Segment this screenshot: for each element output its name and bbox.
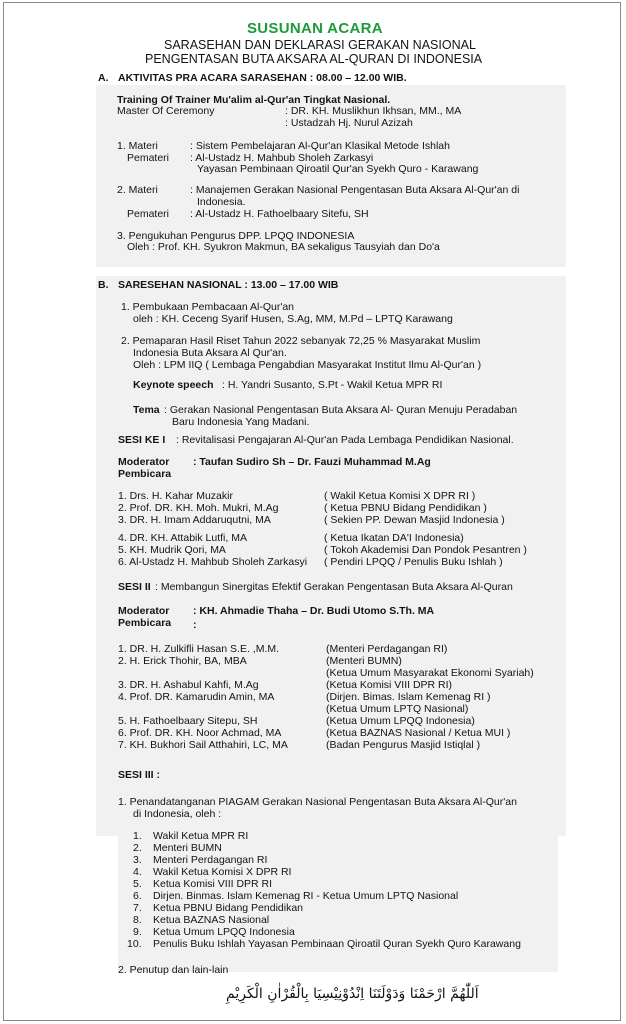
signer-7-num: 7. [133,902,142,914]
a-item-2-materi: : Manajemen Gerakan Nasional Pengentasan Buta Aksara Al-Qur'an di [190,184,520,196]
keynote-label: Keynote speech [133,379,214,391]
section-a-letter: A. [98,72,109,84]
speaker-2-4-role-2: (Ketua Umum LPTQ Nasional) [326,703,469,715]
signer-10: Penulis Buku Ishlah Yayasan Pembinaan Qiroatil Quran Syekh Quro Karawang [153,938,521,950]
sesi-2-title: : Membangun Sinergitas Efektif Gerakan Pengentasan Buta Aksara Al-Quran [155,581,513,593]
sesi-2-label: SESI II [118,581,151,593]
signer-10-num: 10. [127,938,142,950]
signer-6-num: 6. [133,890,142,902]
speaker-1-1-role: ( Wakil Ketua Komisi X DPR RI ) [324,490,476,502]
b-pemaparan-2: Indonesia Buta Aksara Al Qur'an. [133,347,287,359]
signer-3: Menteri Perdagangan RI [153,854,268,866]
mc-name-1: : DR. KH. Muslikhun Ikhsan, MM., MA [285,105,462,117]
a-item-1-materi: : Sistem Pembelajaran Al-Qur'an Klasikal Metode Ishlah [190,140,450,152]
speaker-1-2-role: ( Ketua PBNU Bidang Pendidikan ) [324,502,487,514]
speaker-2-2-name: 2. H. Erick Thohir, BA, MBA [118,655,247,667]
pembicara-1-label: Pembicara [118,468,172,480]
b-pembukaan-oleh: oleh : KH. Ceceng Syarif Husen, S.Ag, MM, M.Pd – LPTQ Karawang [133,313,453,325]
b-pemaparan-oleh: Oleh : LPM IIQ ( Lembaga Pengabdian Masyarakat Institut Ilmu Al-Qur'an ) [133,359,482,371]
keynote-speaker: : H. Yandri Susanto, S.Pt - Wakil Ketua MPR RI [222,379,443,391]
mc-label: Master Of Ceremony [117,105,215,117]
a-item-2-pemateri: : Al-Ustadz H. Fathoelbaary Sitefu, SH [190,208,369,220]
a-item-3: 3. Pengukuhan Pengurus DPP. LPQQ INDONESIA [117,230,355,242]
speaker-2-6-role: (Ketua BAZNAS Nasional / Ketua MUI ) [326,727,511,739]
moderator-2-names: : KH. Ahmadie Thaha – Dr. Budi Utomo S.Th. MA [193,605,435,617]
speaker-2-5-role: (Ketua Umum LPQQ Indonesia) [326,715,475,727]
signer-5-num: 5. [133,878,142,890]
signer-8: Ketua BAZNAS Nasional [153,914,270,926]
speaker-1-4-name: 4. DR. KH. Attabik Lutfi, MA [118,532,247,544]
signer-9: Ketua Umum LPQQ Indonesia [153,926,295,938]
speaker-2-5-name: 5. H. Fathoelbaary Sitepu, SH [118,715,258,727]
speaker-1-6-name: 6. Al-Ustadz H. Mahbub Sholeh Zarkasyi [118,556,308,568]
arabic-prayer: اَللّٰهُمَّ ارْحَمْنَا وَدَوْلَتَنَا اِنْدُوْنِيْسِيَا بِالْقُرْاٰنِ الْكَرِيْمِ [226,986,479,1002]
b-pemaparan: 2. Pemaparan Hasil Riset Tahun 2022 sebanyak 72,25 % Masyarakat Muslim [121,335,481,347]
signer-7: Ketua PBNU Bidang Pendidikan [153,902,304,914]
tema-label: Tema [133,404,160,416]
moderator-1-label: Moderator [118,456,170,468]
tema-text-2: Baru Indonesia Yang Madani. [172,416,310,428]
signer-8-num: 8. [133,914,142,926]
signer-6: Dirjen. Binmas. Islam Kemenag RI - Ketua Umum LPTQ Nasional [153,890,459,902]
speaker-1-5-name: 5. KH. Mudrik Qori, MA [118,544,226,556]
speaker-2-4-role: (Dirjen. Bimas. Islam Kemenag RI ) [326,691,491,703]
speaker-2-7-role: (Badan Pengurus Masjid Istiqlal ) [326,739,481,751]
speaker-1-5-role: ( Tokoh Akademisi Dan Pondok Pesantren ) [324,544,527,556]
mc-name-2: : Ustadzah Hj. Nurul Azizah [285,117,413,129]
speaker-1-3-name: 3. DR. H. Imam Addaruqutni, MA [118,514,271,526]
speaker-1-4-role: ( Ketua Ikatan DA'I Indonesia) [324,532,464,544]
signer-2-num: 2. [133,842,142,854]
section-b-heading: SARESEHAN NASIONAL : 13.00 – 17.00 WIB [118,279,339,291]
closing-item: 2. Penutup dan lain-lain [118,964,229,976]
speaker-1-3-role: ( Sekien PP. Dewan Masjid Indonesia ) [324,514,505,526]
speaker-1-6-role: ( Pendiri LPQQ / Penulis Buku Ishlah ) [324,556,503,568]
pembicara-2-colon: : [193,619,197,631]
signer-1: Wakil Ketua MPR RI [153,830,249,842]
speaker-2-2-role: (Menteri BUMN) [326,655,402,667]
sesi-1-label: SESI KE I [118,434,166,446]
speaker-2-2-role-2: (Ketua Umum Masyarakat Ekonomi Syariah) [326,667,534,679]
b-pembukaan: 1. Pembukaan Pembacaan Al-Qur'an [121,301,295,313]
piagam-line-1: 1. Penandatanganan PIAGAM Gerakan Nasional Pengentasan Buta Aksara Al-Qur'an [118,796,517,808]
header-line-2: PENGENTASAN BUTA AKSARA AL-QURAN DI INDONESIA [145,52,483,66]
speaker-2-3-role: (Ketua Komisi VIII DPR RI) [326,679,453,691]
speaker-2-1-role: (Menteri Perdagangan RI) [326,643,448,655]
a-item-2-pemateri-label: Pemateri [127,208,170,220]
a-item-1-pemateri-label: Pemateri [127,152,170,164]
section-a-heading: AKTIVITAS PRA ACARA SARASEHAN : 08.00 – 12.00 WIB. [118,72,407,84]
a-item-2-materi-2: Indonesia. [197,196,246,208]
speaker-2-7-name: 7. KH. Bukhori Sail Atthahiri, LC, MA [118,739,288,751]
tema-text-1: : Gerakan Nasional Pengentasan Buta Aksara Al- Quran Menuju Peradaban [164,404,518,416]
pembicara-2-label: Pembicara [118,617,172,629]
section-b-letter: B. [98,279,109,291]
speaker-2-4-name: 4. Prof. DR. Kamarudin Amin, MA [118,691,275,703]
signer-4: Wakil Ketua Komisi X DPR RI [153,866,292,878]
signer-3-num: 3. [133,854,142,866]
speaker-1-1-name: 1. Drs. H. Kahar Muzakir [118,490,233,502]
sesi-1-title: : Revitalisasi Pengajaran Al-Qur'an Pada Lembaga Pendidikan Nasional. [176,434,514,446]
speaker-2-3-name: 3. DR. H. Ashabul Kahfi, M.Ag [118,679,259,691]
moderator-2-label: Moderator [118,605,170,617]
a-item-3-oleh: Oleh : Prof. KH. Syukron Makmun, BA sekaligus Tausyiah dan Do'a [127,241,440,253]
a-item-2-num: 2. Materi [117,184,158,196]
a-item-1-pemateri-2: Yayasan Pembinaan Qiroatil Qur'an Syekh Quro - Karawang [197,163,479,175]
a-item-1-num: 1. Materi [117,140,158,152]
sesi-3-label: SESI III : [118,769,161,781]
speaker-2-6-name: 6. Prof. DR. KH. Noor Achmad, MA [118,727,282,739]
signer-4-num: 4. [133,866,142,878]
piagam-line-2: di Indonesia, oleh : [133,808,222,820]
signer-5: Ketua Komisi VIII DPR RI [153,878,273,890]
a-item-1-pemateri: : Al-Ustadz H. Mahbub Sholeh Zarkasyi [190,152,374,164]
speaker-2-1-name: 1. DR. H. Zulkifli Hasan S.E. ,M.M. [118,643,280,655]
signer-1-num: 1. [133,830,142,842]
speaker-1-2-name: 2. Prof. DR. KH. Moh. Mukri, M.Ag [118,502,279,514]
header-line-1: SARASEHAN DAN DEKLARASI GERAKAN NASIONAL [164,38,476,52]
training-title: Training Of Trainer Mu'alim al-Qur'an Tingkat Nasional. [117,94,391,106]
signer-2: Menteri BUMN [153,842,222,854]
moderator-1-names: : Taufan Sudiro Sh – Dr. Fauzi Muhammad M.Ag [193,456,431,468]
page-title: SUSUNAN ACARA [247,20,383,37]
signer-9-num: 9. [133,926,142,938]
